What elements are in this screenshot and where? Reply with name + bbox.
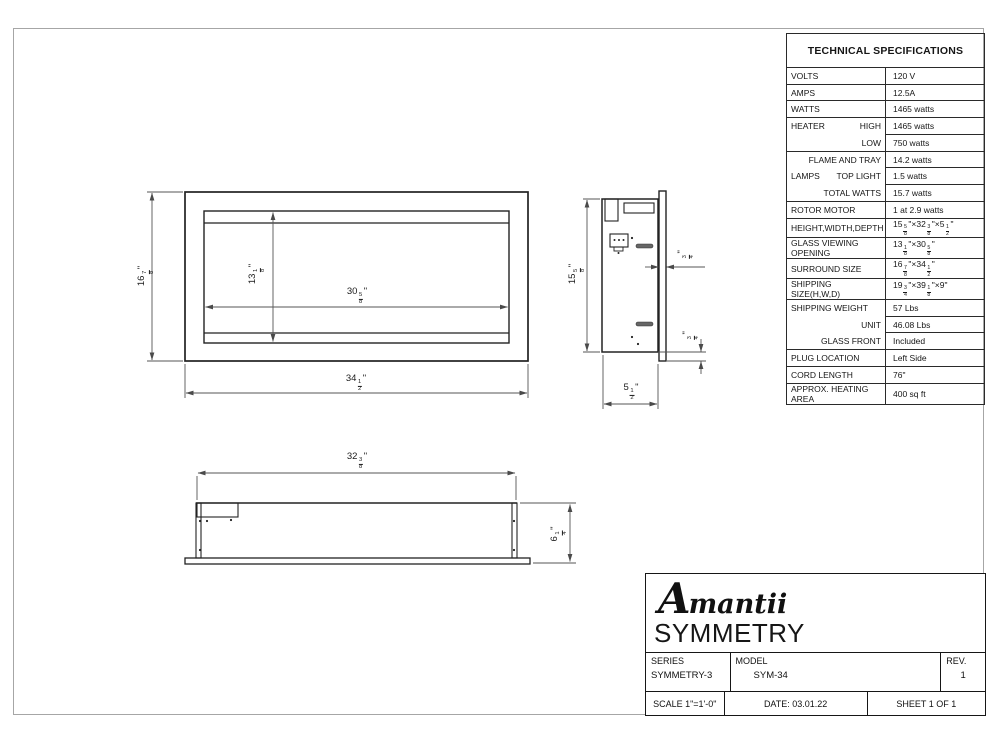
spec-table-title: TECHNICAL SPECIFICATIONS (787, 34, 985, 68)
spec-row (787, 218, 985, 238)
spec-row (787, 300, 985, 317)
spec-value: 76" (886, 366, 985, 383)
spec-label: GLASS FRONT (821, 336, 881, 347)
series-cell (646, 653, 731, 691)
dim-side-bottom-projection: 3 4 " (680, 331, 701, 340)
series-label: SERIES (651, 656, 685, 666)
spec-value: 15 $\frac{5}{8}$ "×32 $\frac{3}{8}$ "×5 $\frac{1}{2}$ " (886, 218, 985, 238)
spec-row (787, 259, 985, 279)
spec-value: 46.08 Lbs (886, 316, 985, 333)
model-label: MODEL (735, 656, 768, 666)
rev-value: 1 (960, 670, 966, 681)
spec-row (787, 68, 985, 85)
model-value: SYM-34 (753, 670, 788, 681)
spec-value: 120 V (886, 68, 985, 85)
dim-top-depth: 6 1 4 " (548, 526, 569, 542)
title-block-row-2 (646, 692, 985, 715)
spec-label: SURROUND SIZE (787, 259, 886, 279)
date-text: DATE: 03.01.22 (763, 698, 828, 709)
spec-value: Left Side (886, 350, 985, 367)
spec-label: PLUG LOCATION (787, 350, 886, 367)
spec-row (787, 168, 985, 185)
spec-value: 12.5A (886, 84, 985, 101)
spec-row (787, 316, 985, 333)
side-view (602, 191, 666, 361)
spec-label: HEIGHT,WIDTH,DEPTH (787, 218, 886, 238)
spec-label: VOLTS (787, 68, 886, 85)
spec-value: 1 at 2.9 watts (886, 201, 985, 218)
spec-row (787, 201, 985, 218)
dim-front-opening-width: 30 $\frac{5}{8}$ " (346, 285, 368, 306)
dim-side-height: 15 5 8 " (566, 263, 587, 285)
dim-side-depth: 5 $\frac{1}{2}$ " (623, 381, 639, 402)
spec-value: 14.2 watts (886, 151, 985, 168)
spec-label: LAMPS TOP LIGHT (791, 171, 881, 182)
spec-value: 1465 watts (886, 118, 985, 135)
amantii-logo: Amantii (658, 574, 788, 623)
spec-row (787, 84, 985, 101)
spec-table-body (787, 68, 985, 405)
dim-front-surround-height: 16 7 8 " (135, 265, 156, 287)
spec-row (787, 151, 985, 168)
spec-value: 15.7 watts (886, 185, 985, 202)
spec-row (787, 101, 985, 118)
spec-label: ROTOR MOTOR (787, 201, 886, 218)
spec-label: TOTAL WATTS (823, 187, 881, 198)
spec-label: GLASS VIEWING OPENING (787, 238, 886, 259)
spec-label: AMPS (787, 84, 886, 101)
spec-value: 1.5 watts (886, 168, 985, 185)
sheet-number-cell (868, 692, 985, 715)
title-block (645, 573, 986, 716)
title-block-row-1 (646, 653, 985, 692)
spec-row (787, 350, 985, 367)
rev-cell (941, 653, 985, 691)
spec-row (787, 118, 985, 135)
spec-label: LOW (861, 137, 881, 148)
spec-row (787, 134, 985, 151)
product-name: SYMMETRY (654, 618, 805, 648)
spec-label: SHIPPING WEIGHT (787, 300, 886, 317)
spec-row (787, 238, 985, 259)
dim-side-glass-projection: 3 4 " (675, 250, 696, 259)
series-value: SYMMETRY-3 (651, 670, 713, 681)
spec-value: 1465 watts (886, 101, 985, 118)
dim-top-width: 32 $\frac{3}{8}$ " (346, 450, 368, 471)
spec-value: 16 $\frac{7}{8}$ "×34 $\frac{1}{2}$ " (886, 259, 985, 279)
sheet-number-text: SHEET 1 OF 1 (896, 698, 957, 709)
spec-label: CORD LENGTH (787, 366, 886, 383)
scale-cell (646, 692, 725, 715)
front-view (185, 192, 528, 361)
side-view-details (614, 237, 654, 345)
model-cell (731, 653, 942, 691)
spec-label: WATTS (787, 101, 886, 118)
spec-label: SHIPPING SIZE(H,W,D) (787, 279, 886, 300)
rev-label: REV. (946, 656, 967, 666)
spec-row (787, 366, 985, 383)
top-view-dimensions (197, 473, 576, 563)
spec-row (787, 333, 985, 350)
spec-row (787, 279, 985, 300)
spec-value: 750 watts (886, 134, 985, 151)
date-cell (725, 692, 868, 715)
spec-label: HEATER HIGH (787, 118, 886, 135)
spec-value: 57 Lbs (886, 300, 985, 317)
spec-value: 13 $\frac{1}{8}$ "×30 $\frac{5}{8}$ " (886, 238, 985, 259)
spec-label: APPROX. HEATING AREA (787, 383, 886, 404)
top-view-details (199, 519, 515, 551)
spec-value: Included (886, 333, 985, 350)
spec-label: UNIT (861, 319, 881, 330)
scale-text: SCALE 1"=1'-0" (653, 698, 717, 709)
spec-table (786, 33, 985, 405)
spec-row (787, 383, 985, 404)
spec-label: FLAME AND TRAY (787, 151, 886, 168)
dim-front-opening-height: 13 1 8 " (246, 263, 267, 285)
title-block-logo-area (646, 574, 985, 653)
dim-front-surround-width: 34 $\frac{1}{2}$ " (345, 372, 367, 393)
spec-value: 19 $\frac{3}{4}$ "×39 $\frac{1}{8}$ "×9" (886, 279, 985, 300)
spec-row (787, 185, 985, 202)
top-view (185, 503, 530, 564)
spec-value: 400 sq ft (886, 383, 985, 404)
